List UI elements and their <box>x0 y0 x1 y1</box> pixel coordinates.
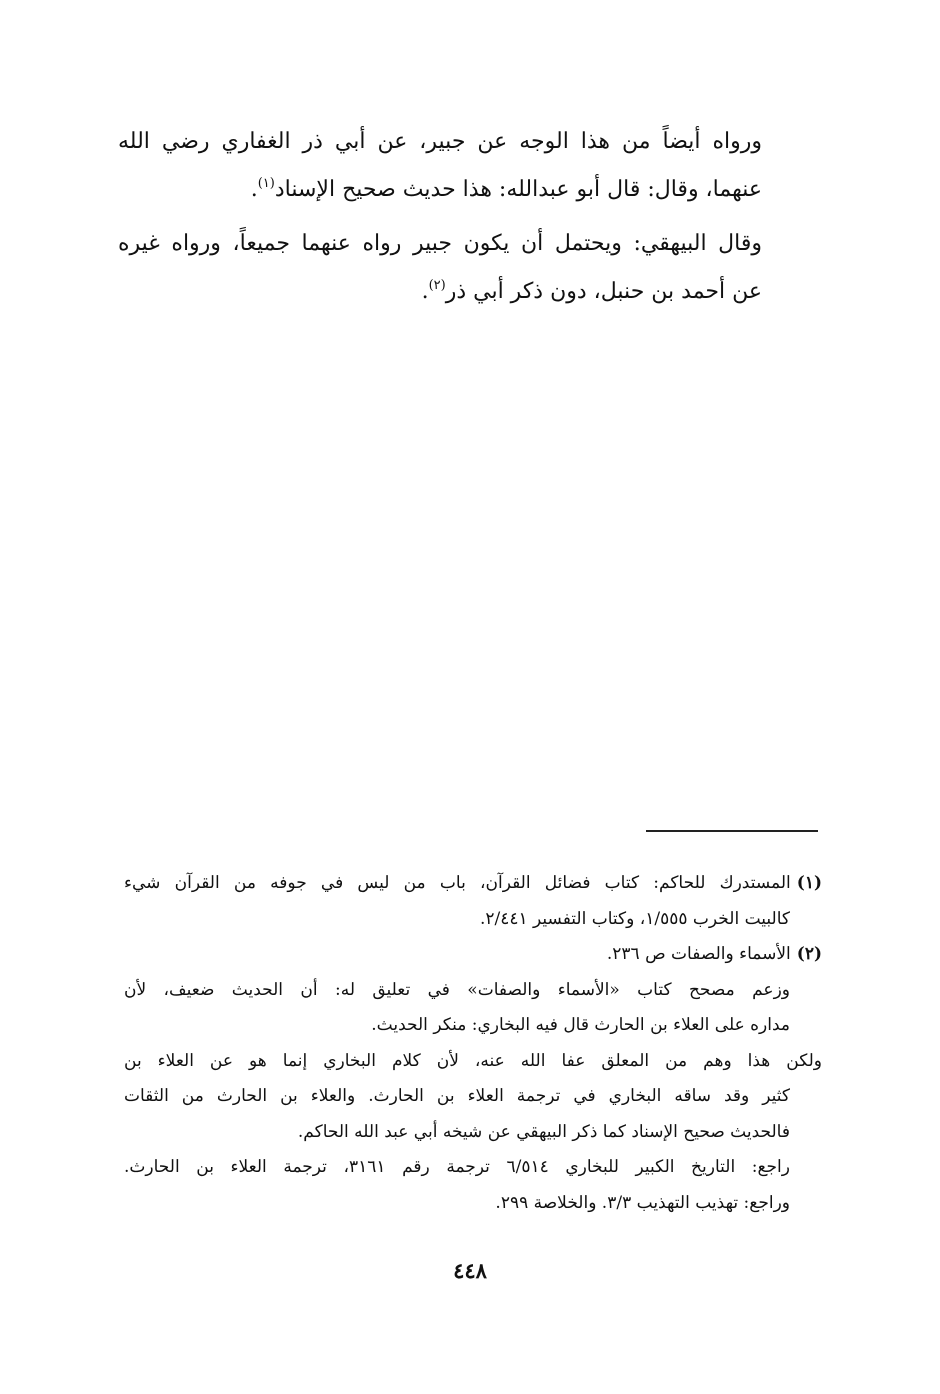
footnote-ref-1[interactable]: (١) <box>257 176 275 191</box>
footnote-2-number: (٢) <box>796 944 822 964</box>
paragraph-2 <box>118 220 822 316</box>
footnote-2-line-4: ولكن هذا وهم من المعلق عفا الله عنه، لأن كلام البخاري إنما هو عن العلاء بن <box>124 1050 823 1071</box>
footnote-2-line-3: مداره على العلاء بن الحارث قال فيه البخاري: منكر الحديث. <box>371 1015 790 1035</box>
footnote-2-line-7: راجع: التاريخ الكبير للبخاري ٦/٥١٤ ترجمة رقم ٣١٦١، ترجمة العلاء بن الحارث. <box>124 1157 790 1177</box>
paragraph-2-line-2-text: عن أحمد بن حنبل، دون ذكر أبي ذر <box>445 279 762 304</box>
footnote-2-line-1-text: الأسماء والصفات ص ٢٣٦. <box>606 944 791 964</box>
footnote-1-number: (١) <box>796 873 822 893</box>
footnote-separator <box>646 830 818 832</box>
paragraph-1 <box>118 118 822 214</box>
paragraph-2-end: . <box>421 279 429 304</box>
footnote-2-line-5: كثير وقد ساقه البخاري في ترجمة العلاء بن الحارث. والعلاء بن الحارث من الثقات <box>124 1086 790 1106</box>
footnote-1-line-1 <box>124 866 822 902</box>
paragraph-1-line-1: ورواه أيضاً من هذا الوجه عن جبير، عن أبي ذر الغفاري رضي الله <box>118 129 762 154</box>
paragraph-1-line-2 <box>118 166 822 214</box>
footnotes <box>124 866 822 1221</box>
footnote-ref-2[interactable]: (٢) <box>428 278 446 293</box>
paragraph-1-line-2-text: عنهما، وقال: قال أبو عبدالله: هذا حديث صحيح الإسناد <box>274 177 762 202</box>
page-number: ٤٤٨ <box>453 1258 487 1283</box>
footnote-2-line-6: فالحديث صحيح الإسناد كما ذكر البيهقي عن شيخه أبي عبد الله الحاكم. <box>297 1121 790 1142</box>
footnote-1-line-2: كالبيت الخرب ١/٥٥٥، وكتاب التفسير ٢/٤٤١. <box>479 908 790 929</box>
footnote-1-line-1-text: المستدرك للحاكم: كتاب فضائل القرآن، باب من ليس في جوفه من القرآن شيء <box>124 873 791 893</box>
main-text <box>118 118 822 322</box>
paragraph-2-line-1: وقال البيهقي: ويحتمل أن يكون جبير رواه عنهما جميعاً، ورواه غيره <box>118 231 762 256</box>
footnote-2-line-1 <box>124 937 822 973</box>
footnote-1 <box>124 866 822 937</box>
paragraph-1-end: . <box>250 177 258 202</box>
paragraph-2-line-2 <box>118 268 822 316</box>
footnote-2 <box>124 937 822 1221</box>
footnote-2-line-2: وزعم مصحح كتاب «الأسماء والصفات» في تعليق له: أن الحديث ضعيف، لأن <box>124 979 790 1000</box>
footnote-2-line-8: وراجع: تهذيب التهذيب ٣/٣. والخلاصة ٢٩٩. <box>495 1192 790 1213</box>
